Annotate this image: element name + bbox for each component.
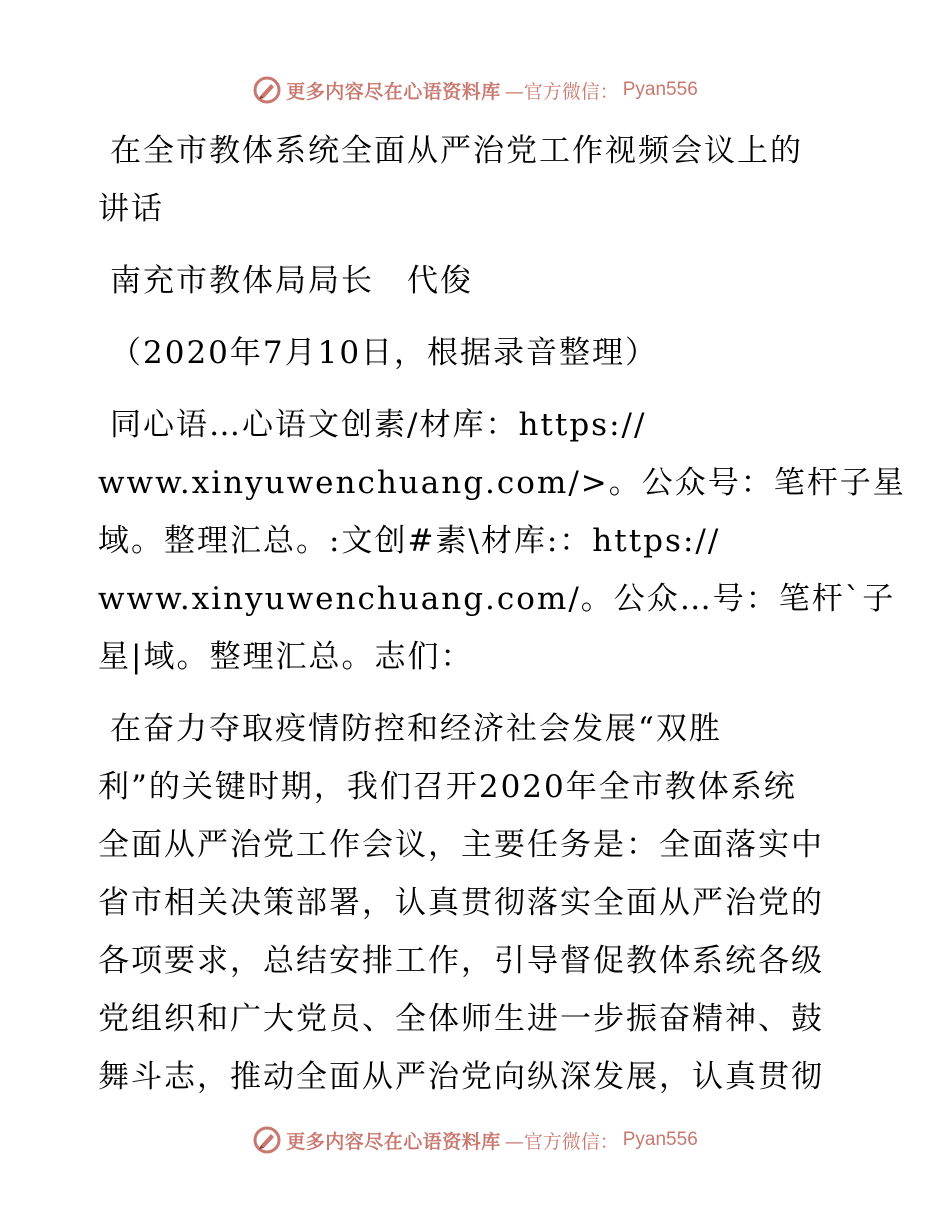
inserted-text-line: www.xinyuwenchuang.com/。公众…号：笔杆`子 <box>98 581 896 617</box>
body-text-line: 在奋力夺取疫情防控和经济社会发展“双胜 <box>110 711 722 747</box>
body-text-line: 省市相关决策部署，认真贯彻落实全面从严治党的 <box>98 885 824 921</box>
watermark-wechat-id: Pyan556 <box>622 79 698 100</box>
pen-logo-icon <box>252 75 282 105</box>
body-text-line: 舞斗志，推动全面从严治党向纵深发展，认真贯彻 <box>98 1059 824 1095</box>
document-author: 南充市教体局局长 代俊 <box>110 263 473 299</box>
inserted-text-line: www.xinyuwenchuang.com/>。公众号：笔杆子星 <box>98 465 906 501</box>
body-text-line: 利”的关键时期，我们召开2020年全市教体系统 <box>98 769 797 805</box>
document-date-note: （2020年7月10日，根据录音整理） <box>110 335 659 371</box>
watermark-wechat-id: Pyan556 <box>622 1129 698 1150</box>
body-text-line: 党组织和广大党员、全体师生进一步振奋精神、鼓 <box>98 1001 824 1037</box>
header-watermark <box>0 70 950 110</box>
watermark-main-text: 更多内容尽在心语资料库 <box>286 80 501 103</box>
document-title-line-2: 讲话 <box>98 191 164 227</box>
footer-watermark <box>0 1120 950 1160</box>
body-text-line: 全面从严治党工作会议，主要任务是：全面落实中 <box>98 827 824 863</box>
body-text-line: 各项要求，总结安排工作，引导督促教体系统各级 <box>98 943 824 979</box>
watermark-sub-text: —官方微信： <box>504 1130 619 1153</box>
document-body <box>98 122 906 1106</box>
pen-logo-icon <box>252 1125 282 1155</box>
watermark-main-text: 更多内容尽在心语资料库 <box>286 1130 501 1153</box>
inserted-text-line: 星|域。整理汇总。志们： <box>98 639 474 675</box>
document-title-line-1: 在全市教体系统全面从严治党工作视频会议上的 <box>110 133 803 169</box>
inserted-text-line: 域。整理汇总。:文创#素\材库:：https:// <box>98 523 721 559</box>
watermark-sub-text: —官方微信： <box>504 80 619 103</box>
inserted-text-line: 同心语…心语文创素/材库：https:// <box>110 407 647 443</box>
